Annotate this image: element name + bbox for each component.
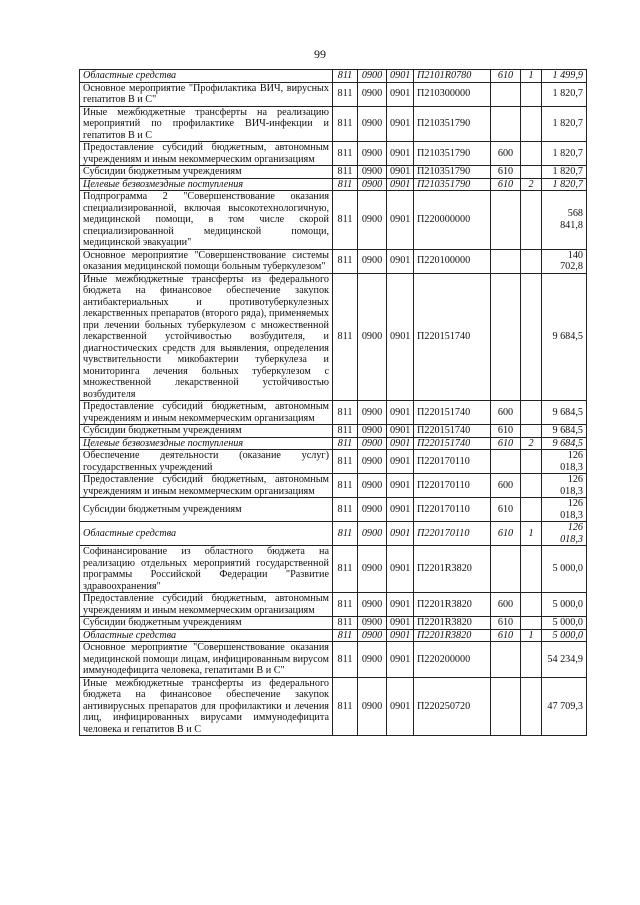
row-expense-type [491,677,521,736]
row-source [521,642,542,678]
row-code: 811 [333,450,358,474]
row-name: Основное мероприятие "Совершенствование оказания медицинской помощи лицам, инфицированным вирусом иммунодефицита человека, гепатитами В и С" [80,642,333,678]
row-name: Предоставление субсидий бюджетным, автономным учреждениям и иным некоммерческим организациям [80,401,333,425]
row-section: 0900 [358,249,387,273]
row-code: 811 [333,249,358,273]
row-source [521,249,542,273]
row-code: 811 [333,70,358,83]
row-section: 0900 [358,178,387,191]
row-source [521,450,542,474]
budget-table [79,69,587,736]
row-amount: 126 018,3 [542,498,587,522]
row-code: 811 [333,474,358,498]
row-source: 1 [521,522,542,546]
row-subsection: 0901 [387,401,414,425]
table-row [80,142,587,166]
row-name: Софинансирование из областного бюджета на реализацию отдельных мероприятий государственной программы Российской Федерации "Развитие здравоохранения" [80,546,333,593]
row-code: 811 [333,642,358,678]
table-row [80,474,587,498]
row-subsection: 0901 [387,106,414,142]
row-code: 811 [333,498,358,522]
row-name: Предоставление субсидий бюджетным, автономным учреждениям и иным некоммерческим организациям [80,142,333,166]
row-subsection: 0901 [387,249,414,273]
row-source [521,142,542,166]
table-row [80,191,587,250]
row-name: Областные средства [80,70,333,83]
row-code: 811 [333,629,358,642]
row-source [521,425,542,438]
table-row [80,273,587,401]
row-amount: 5 000,0 [542,629,587,642]
table-row [80,677,587,736]
row-amount: 126 018,3 [542,474,587,498]
table-row [80,249,587,273]
row-target: П2201R3820 [414,617,491,630]
row-section: 0900 [358,191,387,250]
row-subsection: 0901 [387,617,414,630]
row-target: П220170110 [414,474,491,498]
row-name: Субсидии бюджетным учреждениям [80,617,333,630]
table-row [80,401,587,425]
row-source [521,498,542,522]
row-name: Основное мероприятие "Профилактика ВИЧ, вирусных гепатитов В и С" [80,82,333,106]
table-row [80,70,587,83]
row-section: 0900 [358,498,387,522]
row-amount: 54 234,9 [542,642,587,678]
row-code: 811 [333,191,358,250]
row-target: П2201R3820 [414,629,491,642]
row-name: Областные средства [80,629,333,642]
row-source [521,82,542,106]
row-amount: 126 018,3 [542,450,587,474]
row-code: 811 [333,106,358,142]
table-row [80,106,587,142]
table-row [80,425,587,438]
row-expense-type: 610 [491,629,521,642]
row-subsection: 0901 [387,70,414,83]
table-row [80,642,587,678]
row-target: П220250720 [414,677,491,736]
row-subsection: 0901 [387,273,414,401]
row-expense-type [491,273,521,401]
row-section: 0900 [358,642,387,678]
row-expense-type [491,191,521,250]
table-row [80,450,587,474]
row-target: П220170110 [414,522,491,546]
row-source [521,593,542,617]
row-code: 811 [333,82,358,106]
table-row [80,82,587,106]
row-expense-type: 610 [491,498,521,522]
row-expense-type: 600 [491,593,521,617]
row-name: Субсидии бюджетным учреждениям [80,498,333,522]
row-source: 1 [521,629,542,642]
row-subsection: 0901 [387,425,414,438]
row-expense-type: 600 [491,474,521,498]
row-amount: 1 820,7 [542,178,587,191]
row-expense-type: 610 [491,425,521,438]
row-subsection: 0901 [387,677,414,736]
row-expense-type [491,249,521,273]
row-amount: 1 820,7 [542,82,587,106]
row-name: Иные межбюджетные трансферты на реализацию мероприятий по профилактике ВИЧ-инфекции и гепатитов В и С [80,106,333,142]
row-section: 0900 [358,106,387,142]
row-amount: 568 841,8 [542,191,587,250]
row-code: 811 [333,617,358,630]
row-name: Предоставление субсидий бюджетным, автономным учреждениям и иным некоммерческим организациям [80,593,333,617]
row-section: 0900 [358,629,387,642]
row-expense-type [491,642,521,678]
row-target: П210351790 [414,106,491,142]
row-amount: 9 684,5 [542,273,587,401]
row-expense-type: 610 [491,178,521,191]
row-section: 0900 [358,593,387,617]
row-code: 811 [333,593,358,617]
row-name: Субсидии бюджетным учреждениям [80,425,333,438]
row-expense-type: 610 [491,70,521,83]
row-section: 0900 [358,546,387,593]
row-expense-type [491,106,521,142]
row-source: 2 [521,178,542,191]
row-section: 0900 [358,70,387,83]
row-amount: 1 820,7 [542,166,587,179]
row-expense-type: 600 [491,142,521,166]
row-name: Иные межбюджетные трансферты из федерального бюджета на финансовое обеспечение закупок антибактериальных и противотуберкулезных лекарственных препаратов (второго ряда), применяемых при лечении больных туберкулезом с множественной лекарственной устойчивостью возбудителя, и диагностических средств для выявления, определения чувствительности микобактерии туберкулеза и мониторинга лечения больных туберкулезом с множественной лекарственной устойчивостью возбудителя [80,273,333,401]
table-row [80,629,587,642]
row-subsection: 0901 [387,178,414,191]
row-target: П210300000 [414,82,491,106]
row-amount: 9 684,5 [542,425,587,438]
row-amount: 5 000,0 [542,617,587,630]
row-target: П2101R0780 [414,70,491,83]
row-name: Основное мероприятие "Совершенствование системы оказания медицинской помощи больным туберкулезом" [80,249,333,273]
row-name: Обеспечение деятельности (оказание услуг) государственных учреждений [80,450,333,474]
row-name: Предоставление субсидий бюджетным, автономным учреждениям и иным некоммерческим организациям [80,474,333,498]
row-section: 0900 [358,166,387,179]
row-subsection: 0901 [387,522,414,546]
row-section: 0900 [358,437,387,450]
row-subsection: 0901 [387,546,414,593]
table-row [80,593,587,617]
row-section: 0900 [358,450,387,474]
row-code: 811 [333,178,358,191]
row-section: 0900 [358,82,387,106]
row-target: П220200000 [414,642,491,678]
row-subsection: 0901 [387,142,414,166]
row-target: П210351790 [414,142,491,166]
row-target: П2201R3820 [414,593,491,617]
row-code: 811 [333,677,358,736]
row-section: 0900 [358,617,387,630]
row-code: 811 [333,273,358,401]
row-target: П220151740 [414,273,491,401]
row-code: 811 [333,401,358,425]
row-expense-type: 610 [491,166,521,179]
table-row [80,498,587,522]
row-source [521,166,542,179]
row-source [521,546,542,593]
page-number: 99 [314,47,326,61]
row-amount: 5 000,0 [542,593,587,617]
row-source [521,474,542,498]
row-subsection: 0901 [387,642,414,678]
row-section: 0900 [358,474,387,498]
row-subsection: 0901 [387,450,414,474]
row-section: 0900 [358,522,387,546]
row-subsection: 0901 [387,437,414,450]
row-name: Иные межбюджетные трансферты из федерального бюджета на финансовое обеспечение закупок антивирусных препаратов для профилактики и лечения лиц, инфицированных вирусами иммунодефицита человека и гепатитов В и С [80,677,333,736]
row-source [521,273,542,401]
row-target: П2201R3820 [414,546,491,593]
row-amount: 1 820,7 [542,142,587,166]
row-section: 0900 [358,677,387,736]
table-row [80,437,587,450]
row-source [521,191,542,250]
row-code: 811 [333,522,358,546]
row-source [521,401,542,425]
row-amount: 1 820,7 [542,106,587,142]
table-row [80,522,587,546]
row-code: 811 [333,437,358,450]
row-target: П220100000 [414,249,491,273]
row-code: 811 [333,546,358,593]
row-subsection: 0901 [387,498,414,522]
row-expense-type: 610 [491,522,521,546]
row-subsection: 0901 [387,191,414,250]
table-row [80,166,587,179]
row-amount: 1 499,9 [542,70,587,83]
row-code: 811 [333,166,358,179]
row-source [521,677,542,736]
row-amount: 9 684,5 [542,437,587,450]
row-subsection: 0901 [387,166,414,179]
row-source: 1 [521,70,542,83]
row-expense-type [491,546,521,593]
row-target: П220000000 [414,191,491,250]
row-section: 0900 [358,401,387,425]
row-subsection: 0901 [387,474,414,498]
row-subsection: 0901 [387,593,414,617]
row-amount: 140 702,8 [542,249,587,273]
row-expense-type [491,82,521,106]
row-target: П220151740 [414,437,491,450]
row-name: Субсидии бюджетным учреждениям [80,166,333,179]
row-expense-type: 600 [491,401,521,425]
row-source: 2 [521,437,542,450]
table-row [80,546,587,593]
row-target: П220151740 [414,401,491,425]
row-amount: 126 018,3 [542,522,587,546]
row-name: Подпрограмма 2 "Совершенствование оказания специализированной, включая высокотехнологичную, медицинской помощи, в том числе скорой специализированной медицинской помощи, медицинской эвакуации" [80,191,333,250]
row-name: Целевые безвозмездные поступления [80,437,333,450]
row-source [521,106,542,142]
row-section: 0900 [358,142,387,166]
row-expense-type: 610 [491,617,521,630]
row-amount: 5 000,0 [542,546,587,593]
row-subsection: 0901 [387,82,414,106]
row-code: 811 [333,142,358,166]
table-row [80,178,587,191]
row-target: П210351790 [414,166,491,179]
row-section: 0900 [358,425,387,438]
row-target: П220170110 [414,498,491,522]
row-source [521,617,542,630]
row-name: Областные средства [80,522,333,546]
row-name: Целевые безвозмездные поступления [80,178,333,191]
row-target: П220151740 [414,425,491,438]
row-section: 0900 [358,273,387,401]
row-target: П220170110 [414,450,491,474]
row-expense-type: 610 [491,437,521,450]
row-target: П210351790 [414,178,491,191]
row-code: 811 [333,425,358,438]
row-amount: 47 709,3 [542,677,587,736]
table-row [80,617,587,630]
row-expense-type [491,450,521,474]
row-subsection: 0901 [387,629,414,642]
row-amount: 9 684,5 [542,401,587,425]
